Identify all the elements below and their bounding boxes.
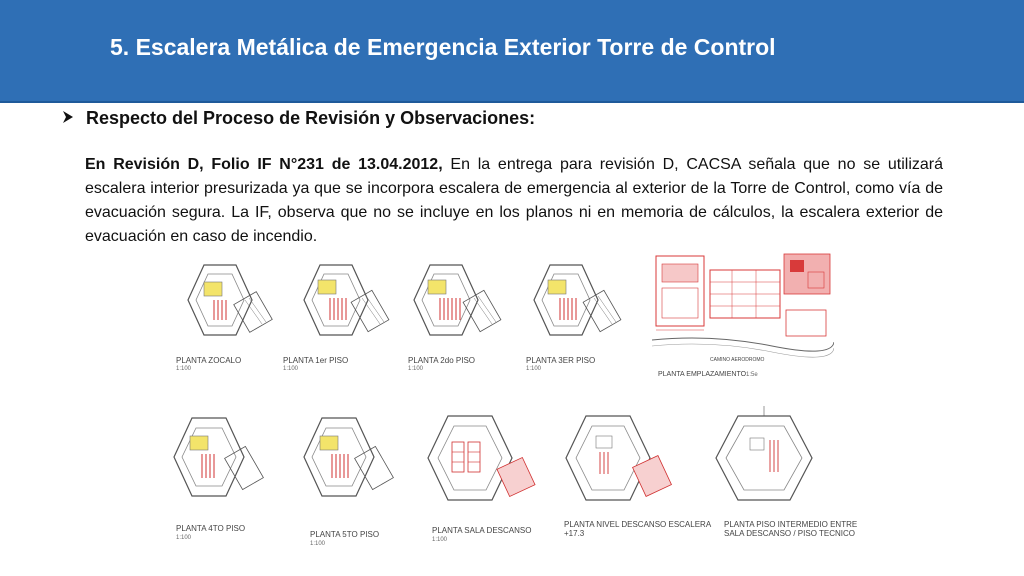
- floor-plan-sala-descanso: [418, 402, 548, 512]
- bullet-heading: [62, 108, 535, 129]
- site-plan: [652, 250, 834, 382]
- plan-label-4to-piso: PLANTA 4TO PISO: [176, 524, 246, 533]
- plan-label-sala-descanso: PLANTA SALA DESCANSO: [432, 526, 532, 535]
- floor-plan-zocalo: [170, 250, 280, 350]
- plan-scale-5to-piso: 1:100: [310, 541, 326, 547]
- arrow-bullet-icon: [62, 108, 76, 129]
- floor-plan-nivel-descanso: [556, 402, 686, 512]
- plan-label-1er-piso: PLANTA 1er PISO: [283, 356, 349, 365]
- slide-title: 5. Escalera Metálica de Emergencia Exterior Torre de Control: [110, 34, 776, 60]
- plan-label-3er-piso: PLANTA 3ER PISO: [526, 356, 596, 365]
- floor-plan-5to-piso: [290, 402, 410, 512]
- plan-scale-sala-descanso: 1:100: [432, 537, 448, 543]
- paragraph-text: En la entrega para revisión D, CACSA señala que no se utilizará escalera interior presurizada ya que se incorpora escalera de emergencia al exterior de la Torre de Control, como vía de evacuación segura. La IF, observa que no se incluye en los planos ni en memoria de cálculos, la escalera exterior de evacuación en caso de incendio.: [85, 156, 944, 245]
- plan-label-intermedio: PLANTA PISO INTERMEDIO ENTRE SALA DESCANSO / PISO TECNICO: [724, 520, 858, 538]
- floor-plan-intermedio: [704, 402, 834, 512]
- plan-label-nivel-descanso: PLANTA NIVEL DESCANSO ESCALERA +17.3: [564, 520, 712, 538]
- plan-scale-1er-piso: 1:100: [283, 366, 299, 372]
- plan-scale-zocalo: 1:100: [176, 366, 192, 372]
- plan-scale-2do-piso: 1:100: [408, 366, 424, 372]
- floor-plan-4to-piso: [160, 402, 280, 512]
- floor-plan-2do-piso: [400, 250, 520, 350]
- paragraph-lead: En Revisión D, Folio IF N°231 de 13.04.2012,: [85, 156, 443, 173]
- plan-label-5to-piso: PLANTA 5TO PISO: [310, 530, 380, 539]
- plan-scale-emplazamiento: 1:5e: [746, 372, 758, 378]
- bullet-text: Respecto del Proceso de Revisión y Observaciones:: [86, 108, 536, 128]
- plan-scale-3er-piso: 1:100: [526, 366, 542, 372]
- floor-plan-1er-piso: [290, 250, 400, 350]
- plan-label-zocalo: PLANTA ZOCALO: [176, 356, 242, 365]
- plan-label-emplazamiento: PLANTA EMPLAZAMIENTO: [658, 371, 747, 378]
- plan-label-2do-piso: PLANTA 2do PISO: [408, 356, 475, 365]
- floor-plan-3er-piso: [520, 250, 640, 350]
- site-road-caption: CAMINO AERODROMO: [710, 357, 765, 363]
- title-bar: [0, 0, 1024, 103]
- body-paragraph: [85, 153, 943, 249]
- plan-scale-4to-piso: 1:100: [176, 535, 192, 541]
